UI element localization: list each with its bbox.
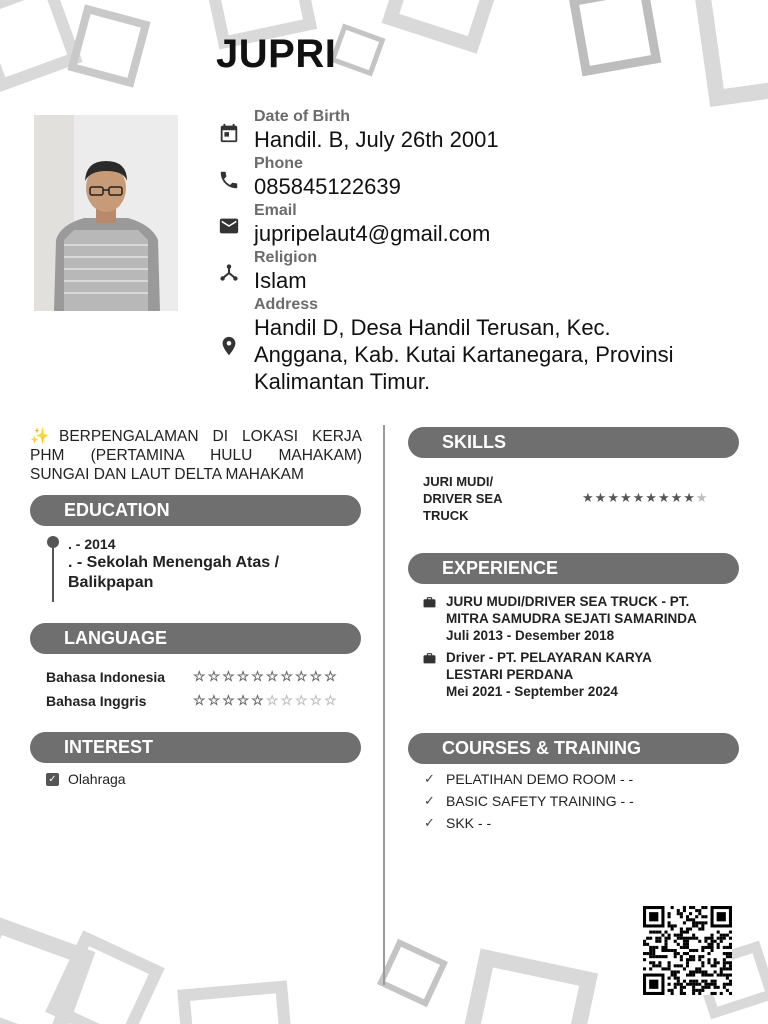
decorative-square: [330, 24, 386, 77]
language-header: LANGUAGE: [30, 623, 361, 654]
phone-label: Phone: [254, 155, 303, 172]
candidate-name: JUPRI: [216, 32, 337, 76]
rating-star: ☆: [280, 668, 293, 684]
religion-icon: [216, 260, 242, 286]
experience-title: JURU MUDI/DRIVER SEA TRUCK - PT.: [446, 594, 690, 609]
address-label: Address: [254, 296, 319, 313]
rating-star: ★: [594, 490, 607, 505]
skills-header: SKILLS: [408, 427, 739, 458]
rating-star: ★: [632, 490, 645, 505]
language-name: Bahasa Indonesia: [46, 668, 166, 685]
dob-value: Handil. B, July 26th 2001: [254, 127, 499, 152]
briefcase-icon: [423, 593, 437, 644]
rating-star: ☆: [265, 692, 279, 708]
rating-star: ★: [619, 490, 632, 505]
decorative-square: [177, 980, 293, 1024]
experience-company: LESTARI PERDANA: [446, 667, 574, 682]
qr-code[interactable]: [643, 906, 732, 995]
rating-star: ★: [695, 490, 708, 505]
checkmark-icon: ✓: [424, 793, 435, 808]
interest-label: Olahraga: [68, 771, 126, 787]
skill-name-line-3: TRUCK: [423, 508, 469, 523]
skill-name-line-1: JURI MUDI/: [423, 474, 494, 489]
info-address: [216, 295, 674, 395]
location-pin-icon: [216, 333, 242, 359]
language-rating: [193, 668, 337, 685]
course-item: [424, 793, 634, 809]
course-item: [424, 815, 491, 831]
rating-star: ☆: [309, 668, 323, 684]
qr-code-graphic: [643, 906, 732, 995]
address-line-2: Anggana, Kab. Kutai Kartanegara, Provinsi: [254, 342, 674, 367]
headline: [30, 427, 362, 484]
education-period: . - 2014: [68, 536, 116, 552]
phone-value[interactable]: 085845122639: [254, 174, 401, 199]
email-label: Email: [254, 202, 297, 219]
course-item: [424, 771, 633, 787]
decorative-square: [0, 915, 95, 1024]
checkmark-icon: ✓: [424, 815, 435, 830]
person-photo-illustration: [34, 115, 178, 311]
experience-company: MITRA SAMUDRA SEJATI SAMARINDA: [446, 611, 697, 626]
address-line-1: Handil D, Desa Handil Terusan, Kec.: [254, 315, 611, 340]
rating-star: ☆: [236, 668, 250, 684]
decorative-square: [462, 949, 598, 1024]
rating-star: ☆: [193, 692, 206, 708]
rating-star: ★: [582, 490, 594, 505]
rating-star: ☆: [222, 668, 235, 684]
experience-title: Driver - PT. PELAYARAN KARYA: [446, 650, 652, 665]
rating-star: ☆: [236, 692, 250, 708]
interest-header: INTEREST: [30, 732, 361, 763]
education-entry: [68, 535, 279, 593]
rating-star: ☆: [265, 668, 279, 684]
decorative-square: [382, 0, 499, 54]
info-religion: [216, 248, 317, 294]
rating-star: ★: [683, 490, 695, 505]
rating-star: ★: [657, 490, 670, 505]
rating-star: ☆: [251, 692, 264, 708]
skill-name-line-2: DRIVER SEA: [423, 491, 503, 506]
courses-header: COURSES & TRAINING: [408, 733, 739, 764]
education-school-line-1: . - Sekolah Menengah Atas /: [68, 554, 280, 571]
language-row: [46, 692, 337, 709]
checkbox-icon: ✓: [46, 773, 59, 786]
decorative-square: [377, 939, 448, 1008]
interest-item: [46, 771, 126, 787]
info-phone: [216, 154, 401, 200]
rating-star: ☆: [309, 692, 323, 708]
headline-line-1: ✨BERPENGALAMAN DI LOKASI KERJA: [30, 428, 362, 445]
email-value[interactable]: jupripelaut4@gmail.com: [254, 221, 491, 246]
checkmark-icon: ✓: [424, 771, 435, 786]
experience-item: [423, 649, 652, 700]
rating-star: ☆: [251, 668, 264, 684]
education-header: EDUCATION: [30, 495, 361, 526]
headline-line-3: SUNGAI DAN LAUT DELTA MAHAKAM: [30, 466, 304, 483]
rating-star: ☆: [324, 692, 337, 708]
religion-value: Islam: [254, 268, 307, 293]
rating-star: ☆: [222, 692, 235, 708]
rating-star: ☆: [207, 692, 221, 708]
headline-line-2: PHM (PERTAMINA HULU MAHAKAM): [30, 447, 362, 464]
timeline-line: [52, 546, 54, 602]
decorative-square: [691, 0, 768, 107]
phone-icon: [216, 167, 242, 193]
rating-star: ☆: [324, 668, 337, 684]
address-line-3: Kalimantan Timur.: [254, 369, 431, 394]
education-school-line-2: Balikpapan: [68, 574, 154, 591]
experience-period: Juli 2013 - Desember 2018: [446, 628, 615, 643]
rating-star: ★: [607, 490, 619, 505]
info-date-of-birth: [216, 107, 499, 153]
decorative-square: [67, 4, 150, 87]
profile-photo: [34, 115, 178, 311]
briefcase-icon: [423, 649, 437, 700]
decorative-square: [0, 0, 83, 93]
language-name: Bahasa Inggris: [46, 692, 147, 709]
course-label: PELATIHAN DEMO ROOM - -: [446, 771, 634, 787]
skill-rating: [582, 490, 708, 506]
rating-star: ☆: [280, 692, 293, 708]
rating-star: ☆: [193, 668, 206, 684]
experience-header: EXPERIENCE: [408, 553, 739, 584]
religion-label: Religion: [254, 249, 318, 266]
decorative-square: [569, 0, 662, 76]
email-icon: [216, 213, 242, 239]
rating-star: ☆: [207, 668, 221, 684]
rating-star: ★: [670, 490, 683, 505]
experience-period: Mei 2021 - September 2024: [446, 684, 618, 699]
info-email: [216, 201, 490, 247]
language-row: [46, 668, 337, 685]
dob-label: Date of Birth: [254, 108, 350, 125]
rating-star: ☆: [294, 668, 308, 684]
rating-star: ☆: [294, 692, 308, 708]
course-label: BASIC SAFETY TRAINING - -: [446, 793, 634, 809]
rating-star: ★: [645, 490, 657, 505]
course-label: SKK - -: [446, 815, 492, 831]
experience-item: [423, 593, 697, 644]
column-divider: [383, 425, 385, 985]
language-rating: [193, 692, 337, 709]
skill-name: [423, 473, 533, 524]
calendar-icon: [216, 120, 242, 146]
decorative-square: [45, 930, 165, 1024]
